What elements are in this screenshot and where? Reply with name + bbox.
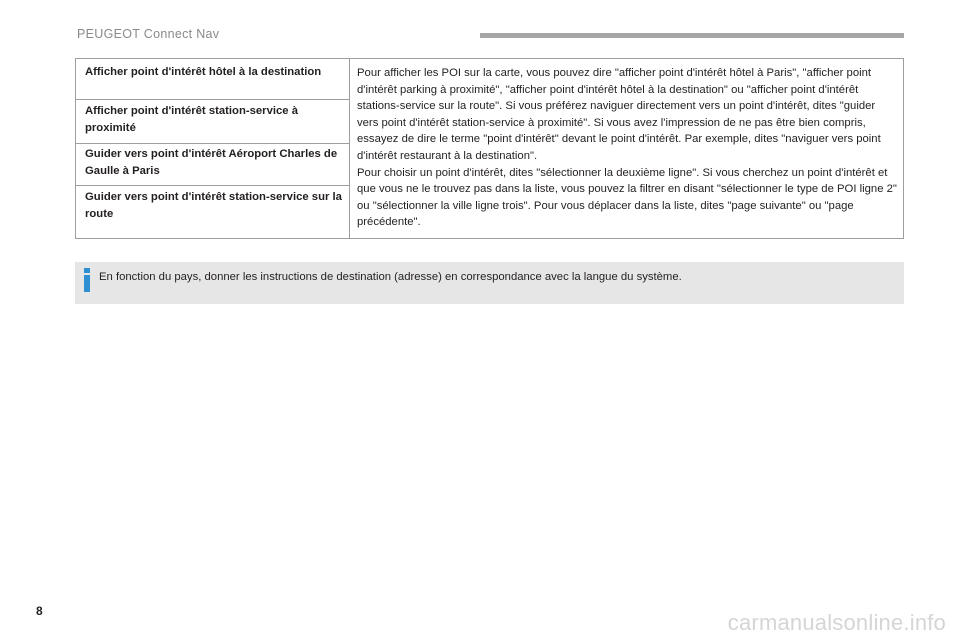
description-paragraph: Pour choisir un point d'intérêt, dites "sélectionner la deuxième ligne". Si vous cherchez un point d'intérêt et que vous ne le trouvez pas dans la liste, vous pouvez la filtrer en disant "sélectionner le type de POI ligne 2" ou "sélectionner la ville ligne trois". Pour vous déplacer dans la liste, dites "page suivante" ou "page précédente".	[357, 166, 897, 229]
description-cell	[357, 65, 897, 231]
command-cell: Guider vers point d'intérêt Aéroport Charles de Gaulle à Paris	[76, 145, 350, 186]
watermark: carmanualsonline.info	[727, 610, 946, 635]
command-cell: Guider vers point d'intérêt station-service sur la route	[85, 191, 342, 220]
page-number: 8	[36, 604, 43, 618]
header-divider-bar	[480, 33, 904, 38]
command-cell: Afficher point d'intérêt hôtel à la destination	[76, 64, 350, 100]
info-note-box	[75, 262, 904, 304]
info-icon-dot	[84, 268, 90, 273]
info-icon-stem	[84, 275, 90, 292]
voice-command-table	[75, 58, 904, 239]
info-icon	[82, 268, 92, 292]
info-note-text: En fonction du pays, donner les instructions de destination (adresse) en correspondance avec la langue du système.	[99, 271, 682, 283]
command-column	[76, 59, 350, 238]
header-title: PEUGEOT Connect Nav	[77, 27, 220, 41]
command-cell: Afficher point d'intérêt station-service à proximité	[76, 102, 350, 144]
description-paragraph: Pour afficher les POI sur la carte, vous pouvez dire "afficher point d'intérêt hôtel à Paris", "afficher point d'intérêt parking à proximité", "afficher point d'intérêt hôtel à la destination" ou "afficher point d'intérêt stations-service sur la route". Si vous préférez naviguer directement vers un point d'intérêt, dites "guider vers point d'intérêt station-service à proximité". Si vous avez l'impression de ne pas être bien compris, essayez de dire le terme "point d'intérêt" devant le point d'intérêt. Par exemple, dites "naviguer vers point d'intérêt restaurant à la destination".	[357, 67, 881, 162]
